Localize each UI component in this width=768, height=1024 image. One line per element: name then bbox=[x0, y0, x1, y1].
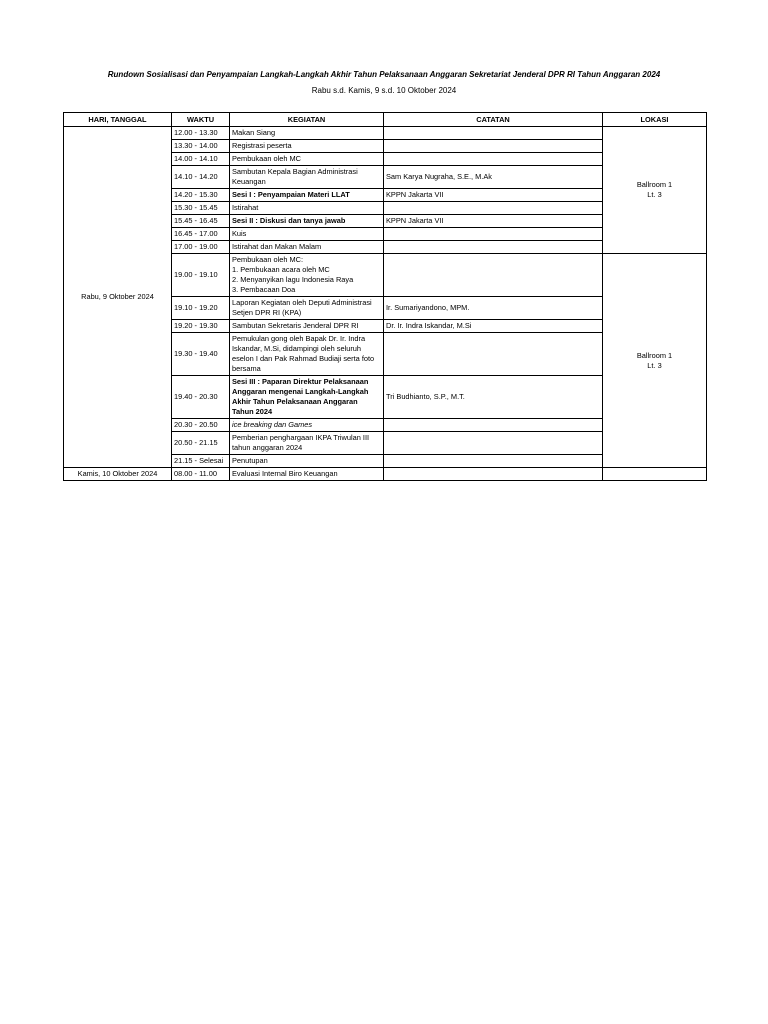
waktu-cell: 13.30 - 14.00 bbox=[172, 140, 230, 153]
day-cell: Kamis, 10 Oktober 2024 bbox=[64, 468, 172, 481]
kegiatan-cell: Sesi I : Penyampaian Materi LLAT bbox=[230, 189, 384, 202]
catatan-cell bbox=[384, 153, 603, 166]
kegiatan-cell: Istirahat dan Makan Malam bbox=[230, 241, 384, 254]
waktu-cell: 19.40 - 20.30 bbox=[172, 376, 230, 419]
waktu-cell: 14.20 - 15.30 bbox=[172, 189, 230, 202]
kegiatan-cell: Istirahat bbox=[230, 202, 384, 215]
document-subtitle: Rabu s.d. Kamis, 9 s.d. 10 Oktober 2024 bbox=[311, 86, 457, 95]
header-waktu: WAKTU bbox=[172, 113, 230, 127]
catatan-cell: Dr. Ir. Indra Iskandar, M.Si bbox=[384, 320, 603, 333]
catatan-cell bbox=[384, 241, 603, 254]
table-header-row bbox=[64, 113, 707, 127]
catatan-cell bbox=[384, 254, 603, 297]
waktu-cell: 19.20 - 19.30 bbox=[172, 320, 230, 333]
catatan-cell bbox=[384, 228, 603, 241]
kegiatan-cell: Evaluasi Internal Biro Keuangan bbox=[230, 468, 384, 481]
catatan-cell bbox=[384, 333, 603, 376]
table-row bbox=[64, 468, 707, 481]
catatan-cell bbox=[384, 432, 603, 455]
kegiatan-cell: Pembukaan oleh MC: 1. Pembukaan acara oleh MC 2. Menyanyikan lagu Indonesia Raya 3. Pembacaan Doa bbox=[230, 254, 384, 297]
kegiatan-cell: Registrasi peserta bbox=[230, 140, 384, 153]
kegiatan-cell: Sesi III : Paparan Direktur Pelaksanaan Anggaran mengenai Langkah-Langkah Akhir Tahun Pelaksanaan Anggaran Tahun 2024 bbox=[230, 376, 384, 419]
waktu-cell: 08.00 - 11.00 bbox=[172, 468, 230, 481]
waktu-cell: 20.30 - 20.50 bbox=[172, 419, 230, 432]
waktu-cell: 15.30 - 15.45 bbox=[172, 202, 230, 215]
kegiatan-cell: Pemberian penghargaan IKPA Triwulan III tahun anggaran 2024 bbox=[230, 432, 384, 455]
catatan-cell: Tri Budhianto, S.P., M.T. bbox=[384, 376, 603, 419]
kegiatan-cell: Sesi II : Diskusi dan tanya jawab bbox=[230, 215, 384, 228]
kegiatan-cell: Kuis bbox=[230, 228, 384, 241]
waktu-cell: 14.00 - 14.10 bbox=[172, 153, 230, 166]
waktu-cell: 12.00 - 13.30 bbox=[172, 127, 230, 140]
catatan-cell bbox=[384, 127, 603, 140]
catatan-cell bbox=[384, 468, 603, 481]
catatan-cell: Ir. Sumariyandono, MPM. bbox=[384, 297, 603, 320]
waktu-cell: 19.10 - 19.20 bbox=[172, 297, 230, 320]
location-cell: Ballroom 1 Lt. 3 bbox=[603, 127, 707, 254]
waktu-cell: 14.10 - 14.20 bbox=[172, 166, 230, 189]
catatan-cell: Sam Karya Nugraha, S.E., M.Ak bbox=[384, 166, 603, 189]
kegiatan-cell: Laporan Kegiatan oleh Deputi Administrasi Setjen DPR RI (KPA) bbox=[230, 297, 384, 320]
location-cell: Ballroom 1 Lt. 3 bbox=[603, 254, 707, 468]
catatan-cell bbox=[384, 202, 603, 215]
waktu-cell: 21.15 - Selesai bbox=[172, 455, 230, 468]
catatan-cell bbox=[384, 455, 603, 468]
day-cell: Rabu, 9 Oktober 2024 bbox=[64, 127, 172, 468]
document-title: Rundown Sosialisasi dan Penyampaian Langkah-Langkah Akhir Tahun Pelaksanaan Anggaran Sekretariat Jenderal DPR RI Tahun Anggaran 2024 bbox=[107, 70, 661, 79]
kegiatan-cell: Pembukaan oleh MC bbox=[230, 153, 384, 166]
header-lokasi: LOKASI bbox=[603, 113, 707, 127]
waktu-cell: 20.50 - 21.15 bbox=[172, 432, 230, 455]
location-cell bbox=[603, 468, 707, 481]
kegiatan-cell: Penutupan bbox=[230, 455, 384, 468]
catatan-cell: KPPN Jakarta VII bbox=[384, 215, 603, 228]
kegiatan-cell: Makan Siang bbox=[230, 127, 384, 140]
catatan-cell: KPPN Jakarta VII bbox=[384, 189, 603, 202]
kegiatan-cell: Sambutan Kepala Bagian Administrasi Keuangan bbox=[230, 166, 384, 189]
header-catatan: CATATAN bbox=[384, 113, 603, 127]
kegiatan-cell: Pemukulan gong oleh Bapak Dr. Ir. Indra Iskandar, M.Si, didampingi oleh seluruh eselon I dan Pak Rahmad Budiaji serta foto bersama bbox=[230, 333, 384, 376]
kegiatan-cell: ice breaking dan Games bbox=[230, 419, 384, 432]
waktu-cell: 19.00 - 19.10 bbox=[172, 254, 230, 297]
waktu-cell: 16.45 - 17.00 bbox=[172, 228, 230, 241]
waktu-cell: 17.00 - 19.00 bbox=[172, 241, 230, 254]
catatan-cell bbox=[384, 140, 603, 153]
waktu-cell: 15.45 - 16.45 bbox=[172, 215, 230, 228]
catatan-cell bbox=[384, 419, 603, 432]
table-row bbox=[64, 127, 707, 140]
kegiatan-cell: Sambutan Sekretaris Jenderal DPR RI bbox=[230, 320, 384, 333]
rundown-table bbox=[63, 112, 707, 481]
header-kegiatan: KEGIATAN bbox=[230, 113, 384, 127]
header-hari: HARI, TANGGAL bbox=[64, 113, 172, 127]
waktu-cell: 19.30 - 19.40 bbox=[172, 333, 230, 376]
